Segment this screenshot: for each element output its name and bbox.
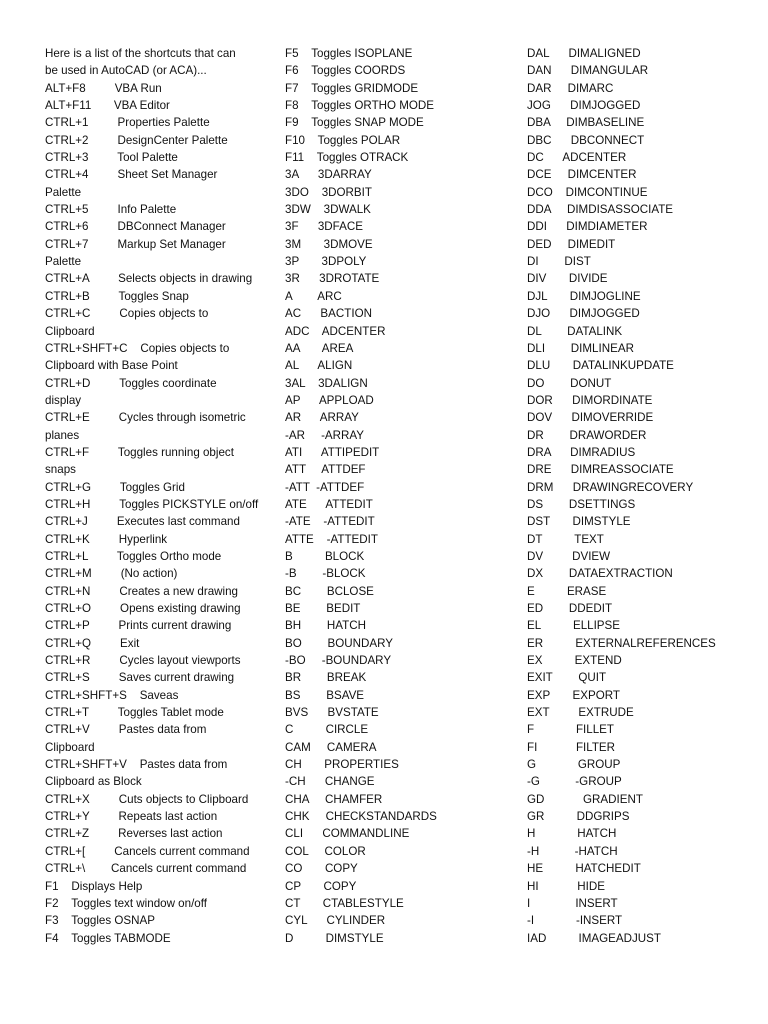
shortcut-line: BR BREAK [285, 671, 367, 685]
shortcut-line: snaps [45, 463, 76, 477]
shortcut-line: BO BOUNDARY [285, 636, 394, 650]
shortcut-line: 3F 3DFACE [285, 220, 363, 234]
shortcut-line: CAM CAMERA [285, 740, 377, 754]
shortcut-line: AC BACTION [285, 307, 372, 321]
shortcut-line: -ATE -ATTEDIT [285, 515, 375, 529]
shortcut-column-3 [527, 45, 763, 947]
shortcut-line: DDI DIMDIAMETER [527, 220, 648, 234]
shortcut-line: -CH CHANGE [285, 775, 375, 789]
shortcut-line: F4 Toggles TABMODE [45, 931, 171, 945]
shortcut-line: F10 Toggles POLAR [285, 133, 401, 147]
shortcut-line: 3DW 3DWALK [285, 203, 371, 217]
shortcut-line: Palette [45, 185, 82, 199]
shortcut-line: G GROUP [527, 758, 621, 772]
shortcut-line: 3DO 3DORBIT [285, 185, 372, 199]
shortcut-line: DAN DIMANGULAR [527, 64, 649, 78]
shortcut-line: DRA DIMRADIUS [527, 445, 636, 459]
shortcut-line: DR DRAWORDER [527, 428, 647, 442]
shortcut-line: F11 Toggles OTRACK [285, 151, 409, 165]
shortcut-line: DBA DIMBASELINE [527, 116, 645, 130]
shortcut-line: BH HATCH [285, 619, 366, 633]
shortcut-line: DI DIST [527, 255, 591, 269]
shortcut-line: DBC DBCONNECT [527, 133, 645, 147]
shortcut-line: CTRL+Y Repeats last action [45, 810, 218, 824]
shortcut-line: IAD IMAGEADJUST [527, 931, 661, 945]
shortcut-line: ATT ATTDEF [285, 463, 366, 477]
shortcut-line: 3R 3DROTATE [285, 272, 380, 286]
shortcut-line: CYL CYLINDER [285, 914, 386, 928]
shortcut-line: be used in AutoCAD (or ACA)... [45, 64, 207, 78]
shortcut-line: GD GRADIENT [527, 792, 643, 806]
shortcut-line: Palette [45, 255, 82, 269]
shortcut-line: E ERASE [527, 584, 607, 598]
shortcut-line: CTRL+Z Reverses last action [45, 827, 223, 841]
shortcut-line: AR ARRAY [285, 411, 359, 425]
shortcut-line: HE HATCHEDIT [527, 862, 641, 876]
shortcut-line: C CIRCLE [285, 723, 369, 737]
shortcut-line: -BO -BOUNDARY [285, 654, 392, 668]
shortcut-line: AL ALIGN [285, 359, 353, 373]
shortcut-line: ADC ADCENTER [285, 324, 386, 338]
shortcut-line: ED DDEDIT [527, 602, 613, 615]
shortcut-line: CTRL+SHFT+S Saveas [45, 688, 179, 702]
shortcut-line: F2 Toggles text window on/off [45, 896, 207, 910]
shortcut-line: H HATCH [527, 827, 617, 841]
shortcut-line: Here is a list of the shortcuts that can [45, 47, 236, 60]
shortcut-line: CTRL+K Hyperlink [45, 532, 168, 546]
shortcut-line: DS DSETTINGS [527, 497, 636, 511]
shortcut-line: CTRL+M (No action) [45, 567, 178, 581]
shortcut-line: CTRL+L Toggles Ortho mode [45, 549, 222, 563]
shortcut-line: ATTE -ATTEDIT [285, 532, 378, 546]
shortcut-line: Clipboard as Block [45, 775, 142, 789]
shortcut-line: CH PROPERTIES [285, 758, 399, 772]
shortcut-line: BVS BVSTATE [285, 706, 379, 720]
shortcut-line: CTRL+N Creates a new drawing [45, 584, 238, 598]
shortcut-line: DJO DIMJOGGED [527, 307, 640, 321]
shortcut-line: DLU DATALINKUPDATE [527, 359, 674, 373]
shortcut-line: ALT+F8 VBA Run [45, 81, 162, 95]
shortcut-line: F8 Toggles ORTHO MODE [285, 99, 435, 113]
shortcut-line: DX DATAEXTRACTION [527, 567, 673, 581]
shortcut-line: DAR DIMARC [527, 81, 614, 95]
shortcut-line: CTRL+B Toggles Snap [45, 289, 189, 303]
shortcut-line: -G -GROUP [527, 775, 622, 789]
shortcut-line: display [45, 393, 82, 407]
shortcut-line: DDA DIMDISASSOCIATE [527, 203, 674, 217]
shortcut-line: EXIT QUIT [527, 671, 607, 685]
shortcut-line: F6 Toggles COORDS [285, 64, 406, 78]
shortcut-line: EX EXTEND [527, 654, 622, 668]
shortcut-line: DAL DIMALIGNED [527, 47, 641, 60]
shortcut-line: CTRL+\ Cancels current command [45, 862, 247, 876]
shortcut-line: CTRL+[ Cancels current command [45, 844, 250, 858]
shortcut-line: DC ADCENTER [527, 151, 627, 165]
shortcut-line: F FILLET [527, 723, 614, 737]
shortcut-line: CTRL+T Toggles Tablet mode [45, 706, 224, 720]
shortcut-line: CO COPY [285, 862, 358, 876]
shortcut-line: CTRL+4 Sheet Set Manager [45, 168, 218, 182]
shortcut-line: B BLOCK [285, 549, 365, 563]
shortcut-line: Clipboard [45, 324, 95, 338]
shortcut-line: CTRL+C Copies objects to [45, 307, 209, 321]
shortcut-line: BS BSAVE [285, 688, 365, 702]
shortcut-line: CTRL+Q Exit [45, 636, 140, 650]
shortcut-line: F5 Toggles ISOPLANE [285, 47, 413, 60]
shortcut-line: DO DONUT [527, 376, 612, 390]
shortcut-line: DV DVIEW [527, 549, 611, 563]
shortcut-line: CTRL+H Toggles PICKSTYLE on/off [45, 497, 259, 511]
shortcut-column-2 [285, 45, 519, 947]
shortcut-line: CTRL+O Opens existing drawing [45, 602, 241, 615]
shortcut-line: CTRL+F Toggles running object [45, 445, 234, 459]
shortcut-line: CTRL+D Toggles coordinate [45, 376, 217, 390]
shortcut-line: I INSERT [527, 896, 618, 910]
shortcut-line: 3A 3DARRAY [285, 168, 372, 182]
shortcut-line: CLI COMMANDLINE [285, 827, 410, 841]
shortcut-line: Clipboard with Base Point [45, 359, 178, 373]
shortcut-line: HI HIDE [527, 879, 605, 893]
shortcut-line: BC BCLOSE [285, 584, 374, 598]
shortcut-line: DOR DIMORDINATE [527, 393, 653, 407]
shortcut-line: 3M 3DMOVE [285, 237, 373, 251]
shortcut-line: DST DIMSTYLE [527, 515, 631, 529]
shortcut-line: D DIMSTYLE [285, 931, 384, 945]
shortcut-line: DL DATALINK [527, 324, 623, 338]
shortcut-line: DLI DIMLINEAR [527, 341, 634, 355]
shortcut-line: planes [45, 428, 80, 442]
shortcut-line: A ARC [285, 289, 342, 303]
shortcut-line: CTRL+7 Markup Set Manager [45, 237, 226, 251]
shortcut-line: -H -HATCH [527, 844, 618, 858]
shortcut-line: COL COLOR [285, 844, 366, 858]
shortcut-line: CTRL+J Executes last command [45, 515, 240, 529]
shortcut-line: CHK CHECKSTANDARDS [285, 810, 437, 824]
shortcut-line: FI FILTER [527, 740, 616, 754]
shortcut-line: F9 Toggles SNAP MODE [285, 116, 424, 130]
shortcut-line: Clipboard [45, 740, 95, 754]
shortcut-line: CTRL+2 DesignCenter Palette [45, 133, 228, 147]
shortcut-line: GR DDGRIPS [527, 810, 630, 824]
shortcut-line: ATE ATTEDIT [285, 497, 373, 511]
shortcut-line: 3AL 3DALIGN [285, 376, 368, 390]
shortcut-line: F1 Displays Help [45, 879, 143, 893]
shortcut-line: CTRL+6 DBConnect Manager [45, 220, 226, 234]
shortcut-line: DRE DIMREASSOCIATE [527, 463, 674, 477]
shortcut-line: CTRL+R Cycles layout viewports [45, 654, 241, 668]
shortcut-line: CTRL+E Cycles through isometric [45, 411, 246, 425]
shortcut-line: CTRL+5 Info Palette [45, 203, 177, 217]
shortcut-line: DRM DRAWINGRECOVERY [527, 480, 694, 494]
shortcut-line: CTRL+X Cuts objects to Clipboard [45, 792, 249, 806]
shortcut-line: 3P 3DPOLY [285, 255, 367, 269]
shortcut-line: -I -INSERT [527, 914, 623, 928]
shortcut-line: BE BEDIT [285, 602, 361, 615]
shortcut-line: DCE DIMCENTER [527, 168, 637, 182]
shortcut-line: DED DIMEDIT [527, 237, 616, 251]
shortcut-line: CHA CHAMFER [285, 792, 383, 806]
shortcut-line: CP COPY [285, 879, 357, 893]
shortcut-line: CTRL+S Saves current drawing [45, 671, 235, 685]
shortcut-column-1 [45, 45, 277, 947]
shortcut-line: F3 Toggles OSNAP [45, 914, 155, 928]
shortcut-line: EXT EXTRUDE [527, 706, 634, 720]
shortcut-line: DJL DIMJOGLINE [527, 289, 641, 303]
shortcut-line: CTRL+G Toggles Grid [45, 480, 185, 494]
shortcut-line: CTRL+P Prints current drawing [45, 619, 232, 633]
shortcut-line: -B -BLOCK [285, 567, 366, 581]
shortcut-line: AA AREA [285, 341, 354, 355]
shortcut-line: DIV DIVIDE [527, 272, 608, 286]
shortcut-line: CT CTABLESTYLE [285, 896, 404, 910]
shortcut-line: EL ELLIPSE [527, 619, 621, 633]
shortcut-line: CTRL+3 Tool Palette [45, 151, 178, 165]
shortcut-line: DT TEXT [527, 532, 604, 546]
shortcut-line: -AR -ARRAY [285, 428, 365, 442]
shortcut-line: F7 Toggles GRIDMODE [285, 81, 419, 95]
shortcut-line: CTRL+1 Properties Palette [45, 116, 210, 130]
shortcut-line: CTRL+A Selects objects in drawing [45, 272, 253, 286]
shortcut-line: CTRL+SHFT+C Copies objects to [45, 341, 230, 355]
shortcut-line: ALT+F11 VBA Editor [45, 99, 170, 113]
shortcut-line: ER EXTERNALREFERENCES [527, 636, 716, 650]
shortcut-line: AP APPLOAD [285, 393, 374, 407]
shortcut-line: DOV DIMOVERRIDE [527, 411, 654, 425]
shortcut-line: DCO DIMCONTINUE [527, 185, 648, 199]
shortcut-line: -ATT -ATTDEF [285, 480, 365, 494]
shortcut-line: ATI ATTIPEDIT [285, 445, 380, 459]
shortcut-line: JOG DIMJOGGED [527, 99, 641, 113]
shortcut-line: CTRL+V Pastes data from [45, 723, 207, 737]
shortcut-line: EXP EXPORT [527, 688, 620, 702]
shortcut-line: CTRL+SHFT+V Pastes data from [45, 758, 228, 772]
